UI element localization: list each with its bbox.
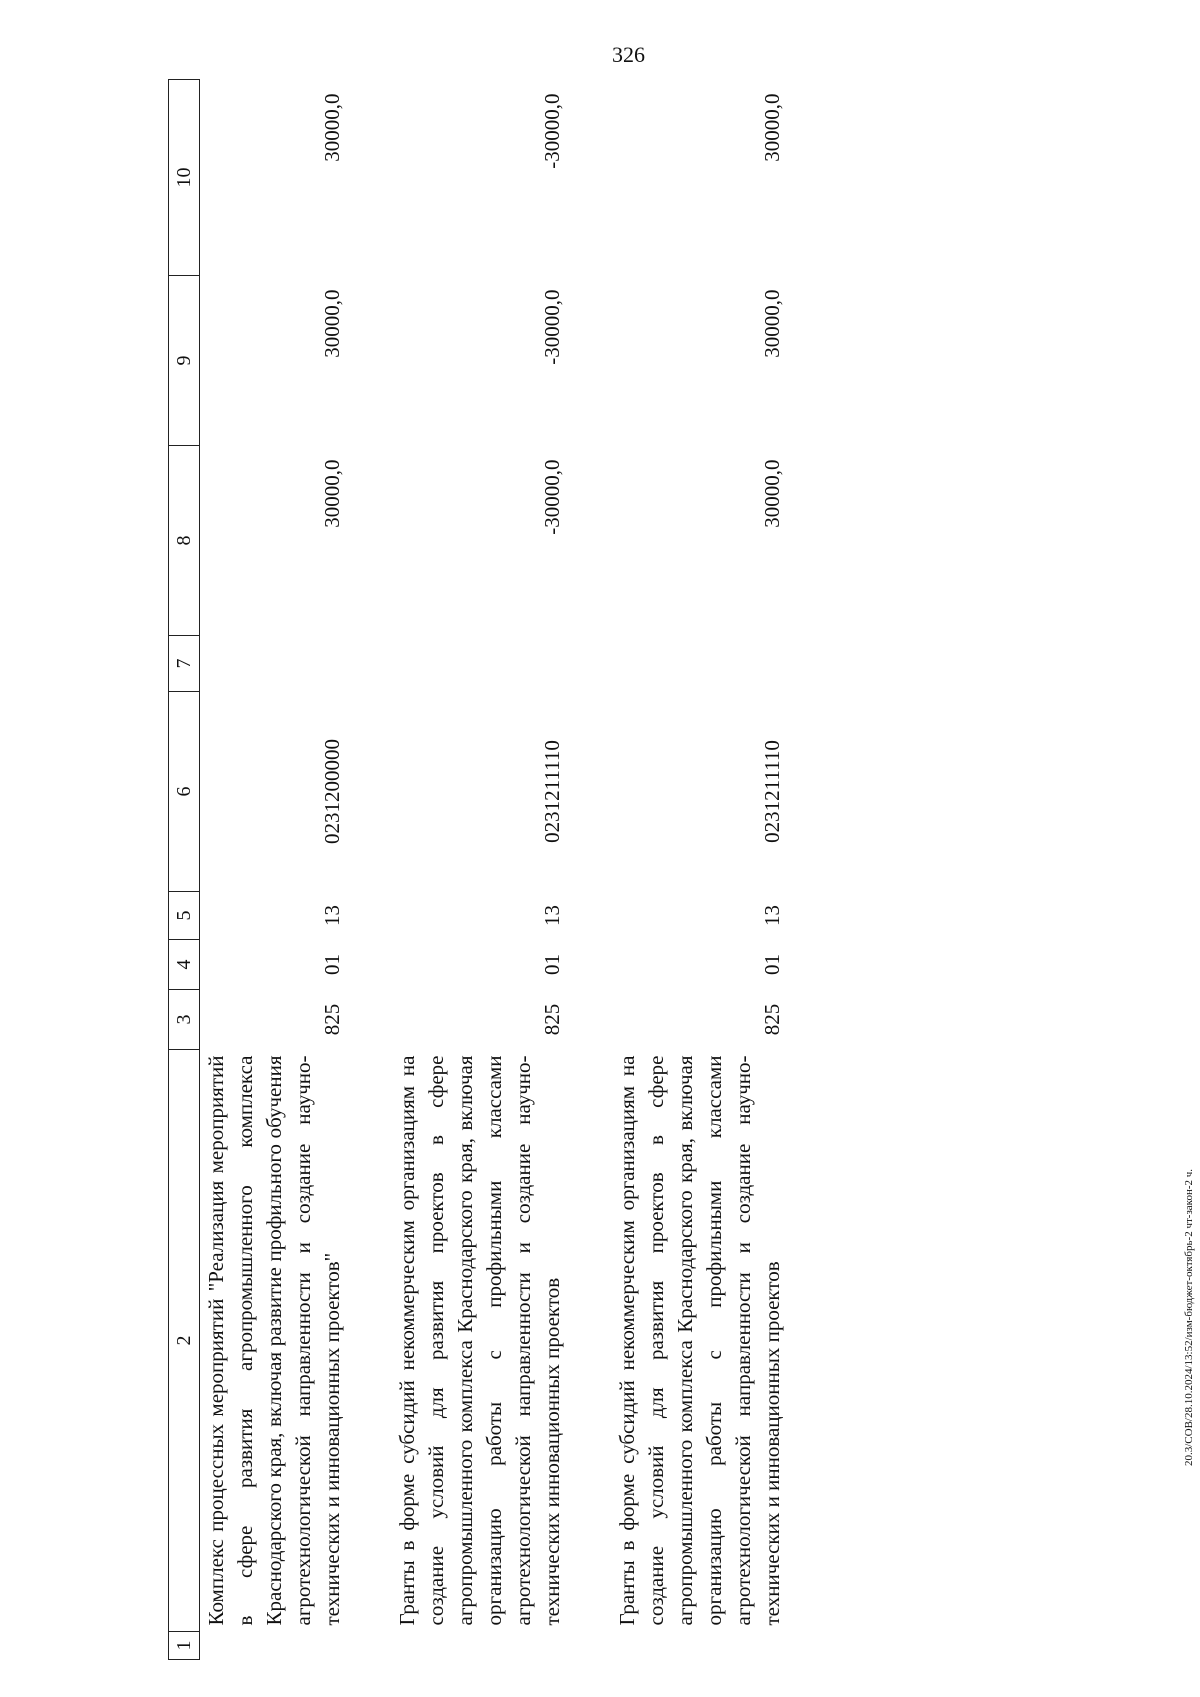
item-name: Комплекс процессных мероприятий "Реализация мероприятий в сфере развития агропромышленного комплекса Краснодарского края, включая развитие профильного обучения агротехнологической направленности и создание научно-технических и инновационных проектов" <box>204 1055 344 1626</box>
vr-code <box>200 636 352 692</box>
budget-table <box>168 79 791 1660</box>
header-cell: 5 <box>169 892 200 940</box>
amount-col9: 30000,0 <box>320 289 344 358</box>
vr-code <box>391 636 571 692</box>
page-number: 326 <box>612 42 645 67</box>
pr-code: 13 <box>320 905 344 926</box>
amount-col10: 30000,0 <box>320 93 344 162</box>
header-cell: 7 <box>169 636 200 692</box>
csr-code: 0231200000 <box>320 739 344 844</box>
item-name: Гранты в форме субсидий некоммерческим организациям на создание условий для развития проектов в сфере агропромышленного комплекса Краснодарского края, включая организацию работы с профильными классами агротехнологической направленности и создание научно-технических и инновационных проектов <box>615 1055 784 1626</box>
ved-code: 825 <box>540 1003 564 1036</box>
rz-code: 01 <box>760 954 784 975</box>
table-row <box>200 80 352 1660</box>
pr-code: 13 <box>540 905 564 926</box>
ved-code: 825 <box>320 1003 344 1036</box>
rz-code: 01 <box>540 954 564 975</box>
header-cell: 4 <box>169 940 200 990</box>
table-header-row <box>169 80 200 1660</box>
table-row <box>611 80 791 1660</box>
amount-col8: 30000,0 <box>760 459 784 528</box>
table-row <box>391 80 571 1660</box>
header-cell: 1 <box>169 1632 200 1660</box>
rotated-table-container <box>168 80 1093 1660</box>
item-name: Гранты в форме субсидий некоммерческим организациям на создание условий для развития проектов в сфере агропромышленного комплекса Краснодарского края, включая организацию работы с профильными классами агротехнологической направленности и создание научно-технических инновационных проектов <box>395 1055 564 1626</box>
row-number <box>611 1632 791 1660</box>
row-spacer <box>571 80 611 1660</box>
amount-col8: 30000,0 <box>320 459 344 528</box>
rz-code: 01 <box>320 954 344 975</box>
pr-code: 13 <box>760 905 784 926</box>
row-number <box>391 1632 571 1660</box>
amount-col10: -30000,0 <box>540 93 564 169</box>
amount-col9: -30000,0 <box>540 289 564 365</box>
row-spacer <box>351 80 391 1660</box>
document-footer-note: 20.3/СОВ/28.10.2024/13:52/изм-бюджет-октябрь-2 чт-закон-2 ч. <box>1183 1168 1195 1466</box>
header-cell: 2 <box>169 1050 200 1632</box>
header-cell: 9 <box>169 276 200 446</box>
header-cell: 10 <box>169 80 200 276</box>
csr-code: 0231211110 <box>540 740 564 843</box>
amount-col10: 30000,0 <box>760 93 784 162</box>
header-cell: 6 <box>169 692 200 892</box>
ved-code: 825 <box>760 1003 784 1036</box>
amount-col9: 30000,0 <box>760 289 784 358</box>
vr-code <box>611 636 791 692</box>
csr-code: 0231211110 <box>760 740 784 843</box>
header-cell: 8 <box>169 446 200 636</box>
header-cell: 3 <box>169 990 200 1050</box>
row-number <box>200 1632 352 1660</box>
amount-col8: -30000,0 <box>540 459 564 535</box>
